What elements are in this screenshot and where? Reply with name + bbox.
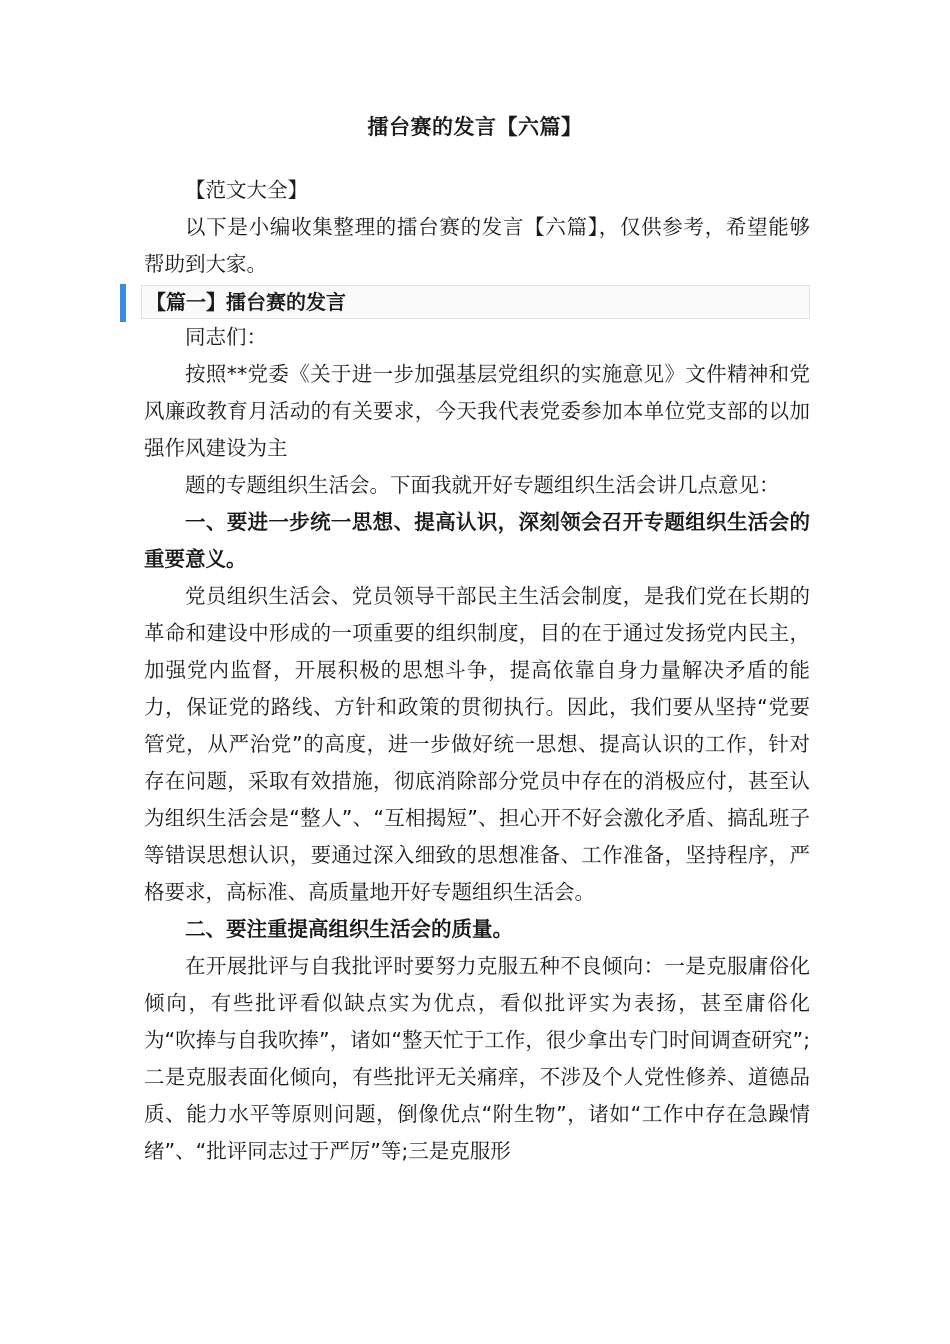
body-paragraph: 在开展批评与自我批评时要努力克服五种不良倾向：一是克服庸俗化倾向，有些批评看似缺点实为优点，看似批评实为表扬，甚至庸俗化为“吹捧与自我吹捧”，诸如“整天忙于工作，很少拿出专门时间调查研究”;二是克服表面化倾向，有些批评无关痛痒，不涉及个人党性修养、道德品质、能力水平等原则问题，倒像优点“附生物”，诸如“工作中存在急躁情绪”、“批评同志过于严厉”等;三是克服形 [144,954,810,1163]
subheading-paragraph: 二、要注重提高组织生活会的质量。 [185,917,513,941]
document-title: 擂台赛的发言【六篇】 [367,115,583,139]
intro-paragraph: 以下是小编收集整理的擂台赛的发言【六篇】，仅供参考，希望能够帮助到大家。 [144,215,810,276]
section-accent-bar [120,284,126,322]
category-label: 【范文大全】 [185,178,308,202]
salutation-paragraph: 同志们： [185,325,267,349]
document-body [144,172,810,1170]
section-heading-text: 【篇一】擂台赛的发言 [146,290,346,314]
body-paragraph: 题的专题组织生活会。下面我就开好专题组织生活会讲几点意见： [185,473,780,497]
section-heading [141,285,810,319]
body-paragraph: 党员组织生活会、党员领导干部民主生活会制度，是我们党在长期的革命和建设中形成的一项重要的组织制度，目的在于通过发扬党内民主，加强党内监督，开展积极的思想斗争，提高依靠自身力量解决矛盾的能力，保证党的路线、方针和政策的贯彻执行。因此，我们要从坚持“党要管党，从严治党”的高度，进一步做好统一思想、提高认识的工作，针对存在问题，采取有效措施，彻底消除部分党员中存在的消极应付，甚至认为组织生活会是“整人”、“互相揭短”、担心开不好会激化矛盾、搞乱班子等错误思想认识，要通过深入细致的思想准备、工作准备，坚持程序，严格要求，高标准、高质量地开好专题组织生活会。 [144,584,810,904]
subheading-paragraph: 一、要进一步统一思想、提高认识，深刻领会召开专题组织生活会的重要意义。 [144,510,810,571]
body-paragraph: 按照**党委《关于进一步加强基层党组织的实施意见》文件精神和党风廉政教育月活动的有关要求，今天我代表党委参加本单位党支部的以加强作风建设为主 [144,362,810,460]
